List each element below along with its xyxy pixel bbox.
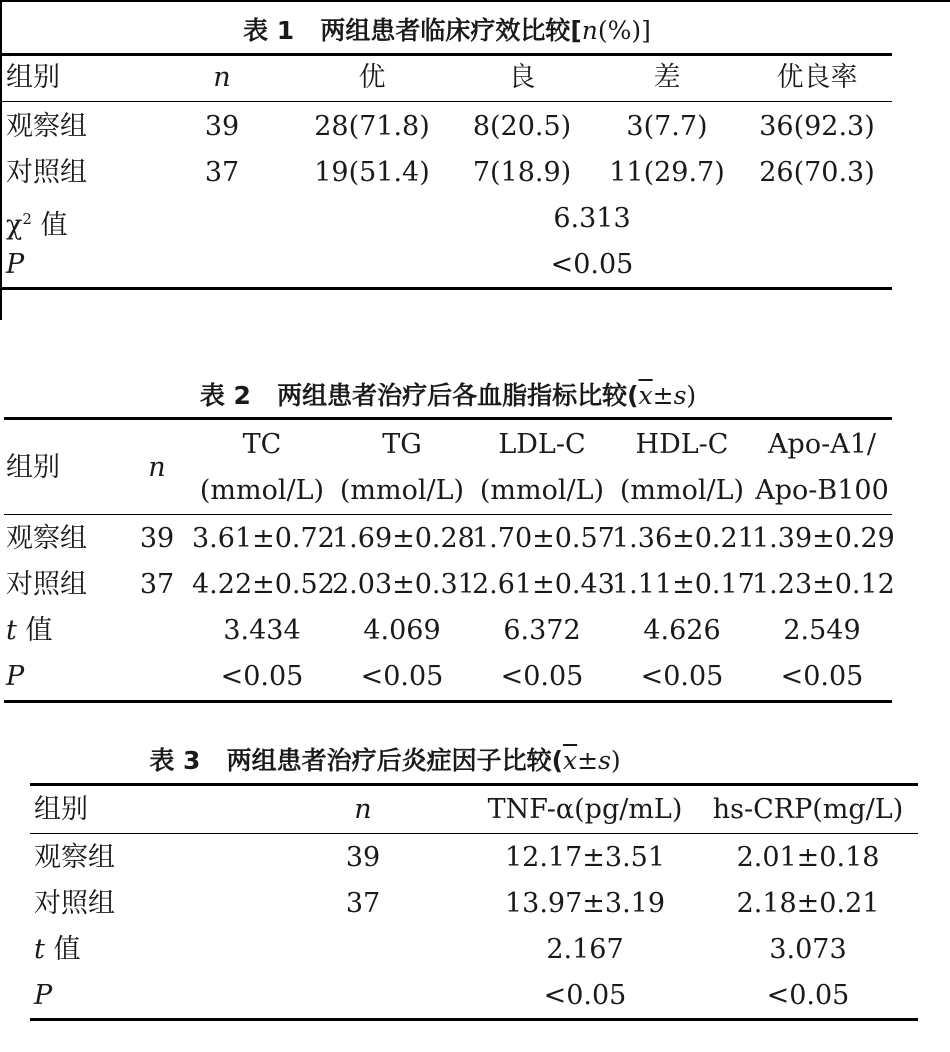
table-3-header-group: 组别 <box>34 794 88 825</box>
table-3-row-1-tnf: 12.17±3.51 <box>504 842 666 873</box>
table-3-t-tnf: 2.167 <box>546 934 624 965</box>
table-3-row-1-crp: 2.01±0.18 <box>736 842 880 873</box>
table-2-p-row <box>4 654 892 700</box>
table-1-chi-value: 6.313 <box>553 203 631 234</box>
table-3-p-tnf: <0.05 <box>543 980 627 1011</box>
table-2-row-2-apo: 1.23±0.12 <box>752 569 895 600</box>
table-row <box>30 835 918 881</box>
table-2-top-rule <box>4 417 892 420</box>
table-2-row-2-hdl: 1.11±0.17 <box>612 569 755 600</box>
table-3-row-1-group: 观察组 <box>34 842 115 873</box>
table-3-header-crp: hs-CRP(mg/L) <box>712 794 904 825</box>
table-1-header-n: n <box>213 62 231 93</box>
table-2-caption <box>4 383 892 408</box>
table-2-header-tc-unit: (mmol/L) <box>199 475 325 506</box>
table-2-row-2-group: 对照组 <box>6 569 87 600</box>
table-1 <box>2 0 892 300</box>
table-2-header-tg-unit: (mmol/L) <box>339 475 465 506</box>
table-2-header-n: n <box>148 452 166 483</box>
table-3-p-label: P <box>34 980 53 1011</box>
table-3-top-rule <box>30 783 918 786</box>
table-1-row-1-n: 39 <box>204 111 240 142</box>
table-2-header-hdl: HDL-C <box>635 429 729 460</box>
table-3-caption-pm: ± <box>577 746 599 775</box>
table-2-row-2-ldl: 2.61±0.43 <box>472 569 615 600</box>
table-2-t-tc: 3.434 <box>223 615 301 646</box>
table-3-row-1-n: 39 <box>345 842 381 873</box>
table-2-row-1-n: 39 <box>139 523 175 554</box>
table-2-row-1-apo: 1.39±0.29 <box>752 523 895 554</box>
table-2-header-row-1 <box>4 422 892 468</box>
table-2-row-2-tc: 4.22±0.52 <box>192 569 335 600</box>
table-2-header-ldl-unit: (mmol/L) <box>479 475 605 506</box>
table-3-p-row <box>30 973 918 1019</box>
table-2-p-tg: <0.05 <box>360 661 444 692</box>
table-2-t-tg: 4.069 <box>363 615 441 646</box>
t-symbol: t <box>34 934 45 965</box>
table-2-caption-xbar: $\overline{x}$ <box>638 381 653 410</box>
table-2-header-rule <box>4 514 892 515</box>
chi-symbol: χ <box>6 210 23 241</box>
table-1-row-1-rate: 36(92.3) <box>759 111 875 142</box>
table-2-header-group: 组别 <box>6 452 60 483</box>
table-3-row-2-tnf: 13.97±3.19 <box>504 888 666 919</box>
table-1-header-excellent: 优 <box>358 62 386 93</box>
t-symbol: t <box>6 615 17 646</box>
table-2-t-ldl: 6.372 <box>503 615 581 646</box>
table-3-caption-xbar: $\overline{x}$ <box>563 746 578 775</box>
table-2-header-tg: TG <box>382 429 422 460</box>
table-3 <box>30 735 918 1035</box>
table-1-header-group: 组别 <box>6 62 60 93</box>
table-3-caption-label: 表 3 <box>149 746 201 775</box>
table-2-header-ldl: LDL-C <box>498 429 586 460</box>
table-2-row-1-tg: 1.69±0.28 <box>332 523 475 554</box>
table-3-caption-end: ) <box>610 746 621 775</box>
table-3-row-2-group: 对照组 <box>34 888 115 919</box>
table-2-row-1-group: 观察组 <box>6 523 87 554</box>
table-2-caption-label: 表 2 <box>199 381 251 410</box>
t-suffix: 值 <box>16 615 53 646</box>
table-3-p-crp: <0.05 <box>766 980 850 1011</box>
table-2-header-hdl-unit: (mmol/L) <box>619 475 745 506</box>
table-3-header-n: n <box>354 794 372 825</box>
table-1-row-2-rate: 26(70.3) <box>759 157 875 188</box>
table-1-caption-end: (%)] <box>597 16 651 45</box>
table-1-p-value: <0.05 <box>550 249 634 280</box>
table-3-header-tnf: TNF-α(pg/mL) <box>487 794 683 825</box>
table-3-t-row <box>30 927 918 973</box>
table-2-t-apo: 2.549 <box>783 615 861 646</box>
table-2-t-hdl: 4.626 <box>643 615 721 646</box>
table-1-row-2-excellent: 19(51.4) <box>314 157 430 188</box>
table-1-caption-text: 两组患者临床疗效比较[ <box>320 16 582 45</box>
table-2-t-label <box>6 608 126 654</box>
table-2-row-1-ldl: 1.70±0.57 <box>472 523 615 554</box>
table-1-caption <box>2 18 892 43</box>
table-2-caption-text: 两组患者治疗后各血脂指标比较( <box>277 381 639 410</box>
table-2-p-tc: <0.05 <box>220 661 304 692</box>
table-2-caption-s: s <box>673 381 687 410</box>
table-2-p-apo: <0.05 <box>780 661 864 692</box>
table-1-row-1-poor: 3(7.7) <box>626 111 708 142</box>
table-1-header-rule <box>2 101 892 102</box>
table-1-caption-n: n <box>581 16 598 45</box>
table-row <box>30 881 918 927</box>
table-3-bottom-rule <box>30 1018 918 1021</box>
table-row <box>4 516 895 562</box>
table-3-t-crp: 3.073 <box>769 934 847 965</box>
chi-superscript: 2 <box>22 210 32 228</box>
table-2-caption-pm: ± <box>652 381 674 410</box>
table-1-header-rate: 优良率 <box>776 62 858 93</box>
table-1-row-1-excellent: 28(71.8) <box>314 111 430 142</box>
table-1-row-1-group: 观察组 <box>6 111 87 142</box>
table-2-row-2-tg: 2.03±0.31 <box>332 569 475 600</box>
table-2-header-row-2 <box>4 468 892 514</box>
table-row <box>2 104 892 150</box>
table-2 <box>4 370 895 710</box>
table-1-header-good: 良 <box>508 62 536 93</box>
table-2-p-label: P <box>6 661 25 692</box>
table-3-header-row <box>30 787 918 833</box>
table-3-row-2-crp: 2.18±0.21 <box>736 888 880 919</box>
table-2-caption-end: ) <box>686 381 697 410</box>
table-1-chi-label <box>6 196 156 242</box>
table-1-p-label: P <box>6 249 25 280</box>
table-1-p-row <box>2 242 892 288</box>
table-2-header-apo-unit: Apo-B100 <box>755 475 889 506</box>
table-3-caption-s: s <box>598 746 611 775</box>
table-2-header-apo: Apo-A1/ <box>768 429 876 460</box>
table-row <box>2 150 892 196</box>
table-3-row-2-n: 37 <box>345 888 381 919</box>
table-2-row-1-tc: 3.61±0.72 <box>192 523 335 554</box>
table-1-row-2-good: 7(18.9) <box>472 157 572 188</box>
table-1-row-2-poor: 11(29.7) <box>609 157 725 188</box>
table-1-row-2-group: 对照组 <box>6 157 87 188</box>
table-3-caption-text: 两组患者治疗后炎症因子比较( <box>226 746 563 775</box>
table-2-header-tc: TC <box>242 429 282 460</box>
table-1-row-1-good: 8(20.5) <box>472 111 572 142</box>
chi-suffix: 值 <box>31 210 68 241</box>
table-3-caption <box>0 748 770 773</box>
t-suffix: 值 <box>44 934 81 965</box>
table-1-header-row <box>2 55 892 101</box>
table-1-row-2-n: 37 <box>204 157 240 188</box>
table-2-p-hdl: <0.05 <box>640 661 724 692</box>
table-3-t-label <box>34 927 234 973</box>
table-1-bottom-rule <box>2 287 892 290</box>
table-1-header-poor: 差 <box>653 62 681 93</box>
table-2-t-row <box>4 608 892 654</box>
table-row <box>4 562 895 608</box>
table-1-caption-label: 表 1 <box>243 16 295 45</box>
table-2-row-2-n: 37 <box>139 569 175 600</box>
table-2-p-ldl: <0.05 <box>500 661 584 692</box>
table-1-chi-row <box>2 196 892 242</box>
table-2-bottom-rule <box>4 700 892 703</box>
table-3-header-rule <box>30 833 918 834</box>
table-2-row-1-hdl: 1.36±0.21 <box>612 523 755 554</box>
